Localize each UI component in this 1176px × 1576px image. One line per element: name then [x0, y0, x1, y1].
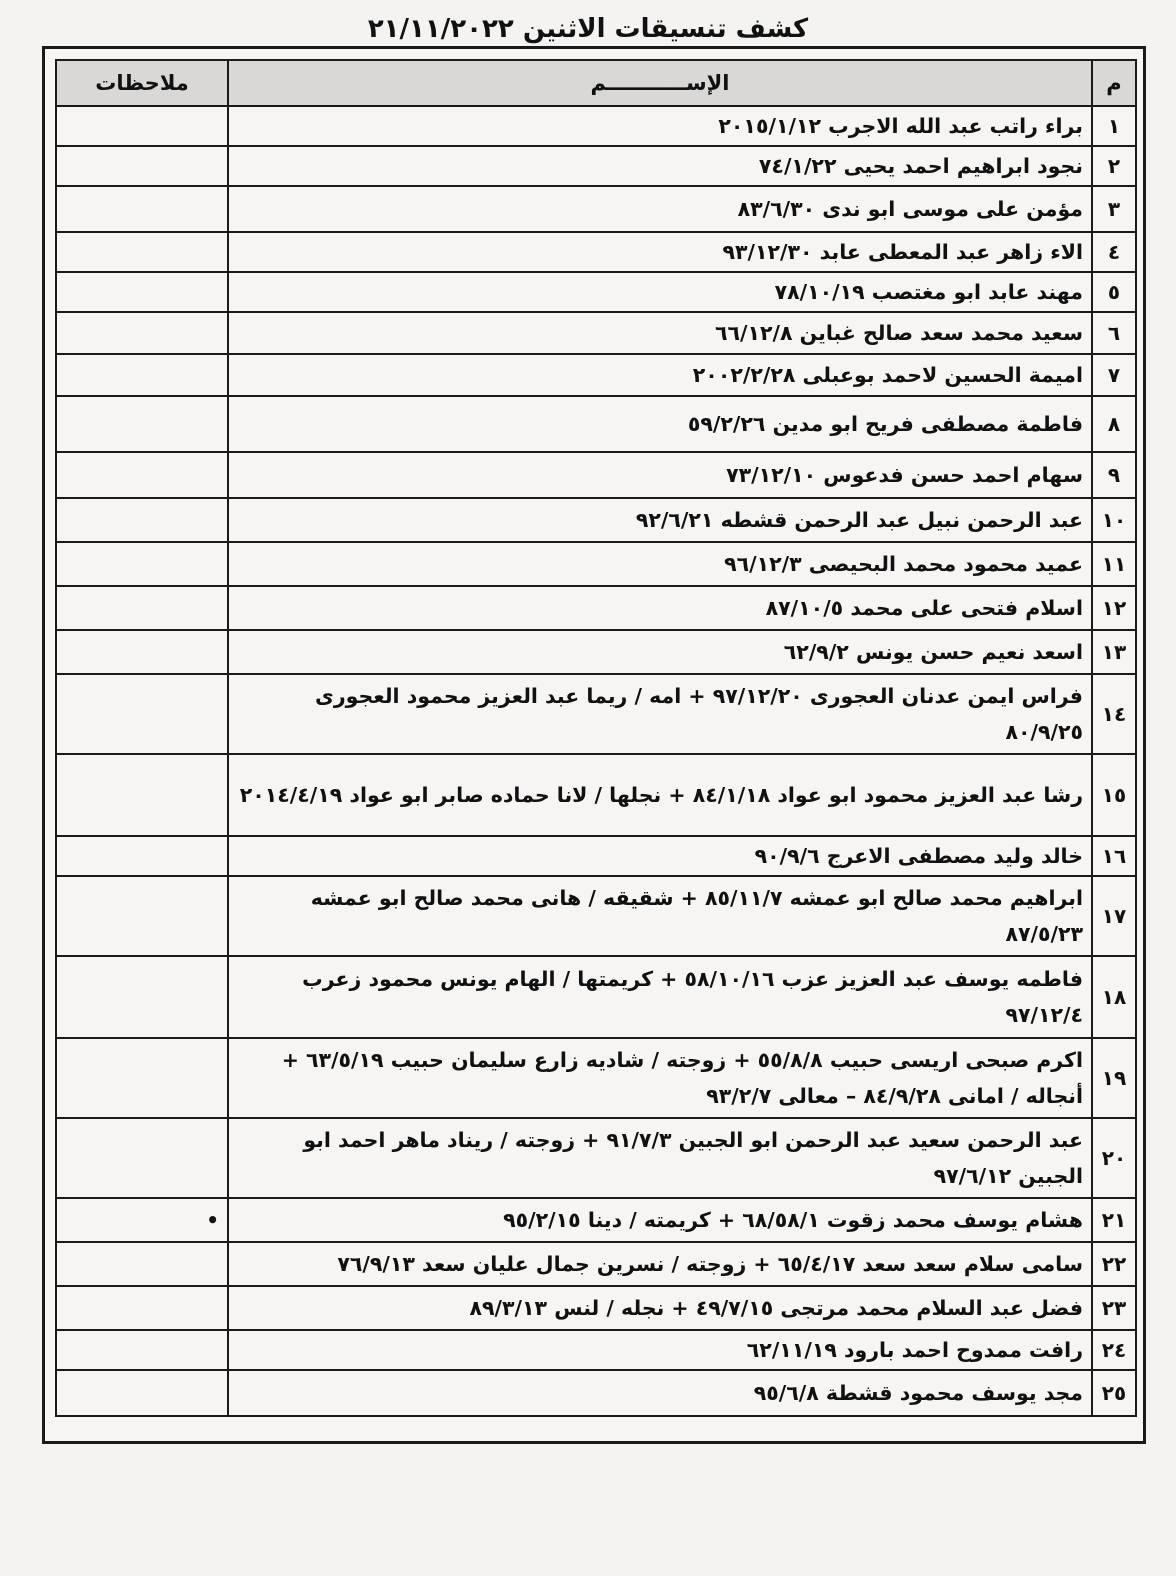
row-number: ٣ [1092, 186, 1136, 232]
notes-cell [56, 1286, 228, 1330]
table-row [56, 1118, 1136, 1198]
row-number: ١٤ [1092, 674, 1136, 754]
table-row [56, 1330, 1136, 1370]
row-number: ١٣ [1092, 630, 1136, 674]
table-row [56, 754, 1136, 836]
person-entry: فاطمه يوسف عبد العزيز عزب ٥٨/١٠/١٦ + كريمتها / الهام يونس محمود زعرب ٩٧/١٢/٤ [228, 956, 1092, 1038]
person-entry: عبد الرحمن سعيد عبد الرحمن ابو الجبين ٩١/٧/٣ + زوجته / ريناد ماهر احمد ابو الجبين ٩٧/٦/١٢ [228, 1118, 1092, 1198]
roster-table [55, 59, 1137, 1417]
table-row [56, 630, 1136, 674]
row-number: ٢٤ [1092, 1330, 1136, 1370]
person-entry: مؤمن على موسى ابو ندى ٨٣/٦/٣٠ [228, 186, 1092, 232]
name-column-header: الإســـــــــــم [228, 60, 1092, 106]
person-entry: هشام يوسف محمد زقوت ٦٨/٥٨/١ + كريمته / دينا ٩٥/٢/١٥ [228, 1198, 1092, 1242]
notes-cell [56, 272, 228, 312]
table-row [56, 1286, 1136, 1330]
row-number: ١١ [1092, 542, 1136, 586]
header-row [56, 60, 1136, 106]
row-number: ٩ [1092, 452, 1136, 498]
person-entry: مجد يوسف محمود قشطة ٩٥/٦/٨ [228, 1370, 1092, 1416]
roster-body [56, 106, 1136, 1416]
person-entry: ابراهيم محمد صالح ابو عمشه ٨٥/١١/٧ + شقيقه / هانى محمد صالح ابو عمشه ٨٧/٥/٢٣ [228, 876, 1092, 956]
row-number: ١٢ [1092, 586, 1136, 630]
table-row [56, 232, 1136, 272]
table-row [56, 1038, 1136, 1118]
notes-cell [56, 1330, 228, 1370]
table-row [56, 674, 1136, 754]
notes-cell [56, 1370, 228, 1416]
table-row [56, 586, 1136, 630]
row-number: ٢٣ [1092, 1286, 1136, 1330]
notes-cell [56, 876, 228, 956]
row-number: ٢ [1092, 146, 1136, 186]
notes-cell [56, 542, 228, 586]
table-row [56, 836, 1136, 876]
row-number: ٢٠ [1092, 1118, 1136, 1198]
person-entry: فراس ايمن عدنان العجورى ٩٧/١٢/٢٠ + امه / ريما عبد العزيز محمود العجورى ٨٠/٩/٢٥ [228, 674, 1092, 754]
person-entry: اميمة الحسين لاحمد بوعبلى ٢٠٠٢/٢/٢٨ [228, 354, 1092, 396]
person-entry: اسلام فتحى على محمد ٨٧/١٠/٥ [228, 586, 1092, 630]
row-number: ١٨ [1092, 956, 1136, 1038]
person-entry: رافت ممدوح احمد بارود ٦٢/١١/١٩ [228, 1330, 1092, 1370]
row-number: ١٧ [1092, 876, 1136, 956]
person-entry: براء راتب عبد الله الاجرب ٢٠١٥/١/١٢ [228, 106, 1092, 146]
roster-sheet [42, 46, 1146, 1444]
row-number: ٢٥ [1092, 1370, 1136, 1416]
notes-cell [56, 146, 228, 186]
notes-cell [56, 1038, 228, 1118]
person-entry: عبد الرحمن نبيل عبد الرحمن قشطه ٩٢/٦/٢١ [228, 498, 1092, 542]
notes-cell [56, 630, 228, 674]
notes-cell [56, 956, 228, 1038]
row-number: ٦ [1092, 312, 1136, 354]
table-row [56, 272, 1136, 312]
row-number: ١٥ [1092, 754, 1136, 836]
number-column-header: م [1092, 60, 1136, 106]
row-number: ٧ [1092, 354, 1136, 396]
person-entry: فاطمة مصطفى فريح ابو مدين ٥٩/٢/٢٦ [228, 396, 1092, 452]
notes-cell [56, 312, 228, 354]
table-row [56, 542, 1136, 586]
page-title: كشف تنسيقات الاثنين ٢١/١١/٢٠٢٢ [367, 14, 809, 44]
notes-cell: • [56, 1198, 228, 1242]
row-number: ٨ [1092, 396, 1136, 452]
table-row [56, 452, 1136, 498]
row-number: ١٩ [1092, 1038, 1136, 1118]
table-row [56, 354, 1136, 396]
notes-cell [56, 754, 228, 836]
notes-cell [56, 232, 228, 272]
notes-column-header: ملاحظات [56, 60, 228, 106]
table-row [56, 146, 1136, 186]
person-entry: اكرم صبحى اريسى حبيب ٥٥/٨/٨ + زوجته / شاديه زارع سليمان حبيب ٦٣/٥/١٩ + أنجاله / امانى ٨٤/٩/٢٨ – معالى ٩٣/٢/٧ [228, 1038, 1092, 1118]
row-number: ٥ [1092, 272, 1136, 312]
person-entry: عميد محمود محمد البحيصى ٩٦/١٢/٣ [228, 542, 1092, 586]
row-number: ٢٢ [1092, 1242, 1136, 1286]
table-row [56, 186, 1136, 232]
person-entry: نجود ابراهيم احمد يحيى ٧٤/١/٢٢ [228, 146, 1092, 186]
notes-cell [56, 186, 228, 232]
person-entry: مهند عابد ابو مغتصب ٧٨/١٠/١٩ [228, 272, 1092, 312]
person-entry: الاء زاهر عبد المعطى عابد ٩٣/١٢/٣٠ [228, 232, 1092, 272]
table-row [56, 1198, 1136, 1242]
person-entry: سامى سلام سعد سعد ٦٥/٤/١٧ + زوجته / نسرين جمال عليان سعد ٧٦/٩/١٣ [228, 1242, 1092, 1286]
person-entry: خالد وليد مصطفى الاعرج ٩٠/٩/٦ [228, 836, 1092, 876]
notes-cell [56, 836, 228, 876]
person-entry: فضل عبد السلام محمد مرتجى ٤٩/٧/١٥ + نجله / لنس ٨٩/٣/١٣ [228, 1286, 1092, 1330]
row-number: ١٦ [1092, 836, 1136, 876]
person-entry: اسعد نعيم حسن يونس ٦٢/٩/٢ [228, 630, 1092, 674]
table-row [56, 106, 1136, 146]
notes-cell [56, 1118, 228, 1198]
table-row [56, 396, 1136, 452]
row-number: ١٠ [1092, 498, 1136, 542]
notes-cell [56, 586, 228, 630]
notes-cell [56, 1242, 228, 1286]
notes-cell [56, 498, 228, 542]
notes-cell [56, 354, 228, 396]
person-entry: سهام احمد حسن فدعوس ٧٣/١٢/١٠ [228, 452, 1092, 498]
notes-cell [56, 674, 228, 754]
row-number: ١ [1092, 106, 1136, 146]
person-entry: سعيد محمد سعد صالح غباين ٦٦/١٢/٨ [228, 312, 1092, 354]
table-row [56, 1242, 1136, 1286]
row-number: ٤ [1092, 232, 1136, 272]
person-entry: رشا عبد العزيز محمود ابو عواد ٨٤/١/١٨ + نجلها / لانا حماده صابر ابو عواد ٢٠١٤/٤/١٩ [228, 754, 1092, 836]
notes-cell [56, 452, 228, 498]
table-row [56, 1370, 1136, 1416]
table-row [56, 876, 1136, 956]
row-number: ٢١ [1092, 1198, 1136, 1242]
notes-cell [56, 106, 228, 146]
notes-cell [56, 396, 228, 452]
table-row [56, 956, 1136, 1038]
table-row [56, 312, 1136, 354]
table-row [56, 498, 1136, 542]
